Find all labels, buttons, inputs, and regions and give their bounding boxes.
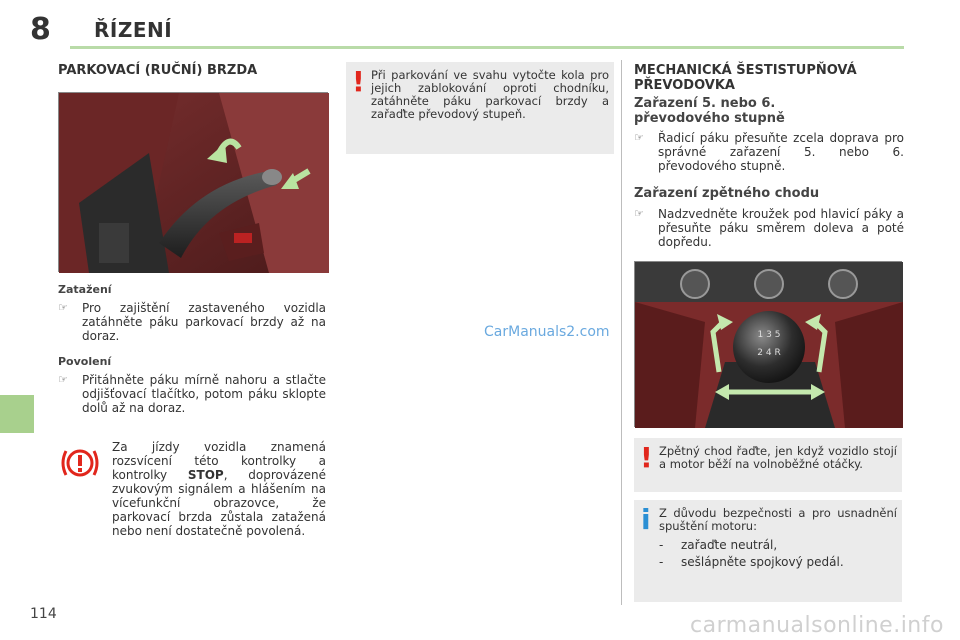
parking-brake-illustration xyxy=(59,93,329,273)
reverse-note-text: Zpětný chod řaďte, jen když vozidlo stojí a motor běží na volnoběžné otáčky. xyxy=(659,444,897,471)
warning-text-top xyxy=(112,440,326,538)
engine-start-item-text: sešlápněte spojkový pedál. xyxy=(681,555,844,569)
pointer-icon: ☞ xyxy=(634,207,644,220)
footer-watermark: carmanualsonline.info xyxy=(690,613,944,638)
reverse-instruction xyxy=(634,207,904,249)
release-text: Přitáhněte páku mírně nahoru a stlačte odjišťovací tlačítko, potom páku sklopte dolů až na doraz. xyxy=(82,373,326,415)
pointer-icon: ☞ xyxy=(634,131,644,144)
gear-lever-illustration xyxy=(635,262,903,428)
chapter-title: ŘÍZENÍ xyxy=(94,18,173,42)
stop-label: STOP xyxy=(187,468,224,482)
engine-start-item-text: zařaďte neutrál, xyxy=(681,538,778,552)
chapter-number: 8 xyxy=(30,12,51,47)
engine-start-item xyxy=(659,538,897,552)
warning-text-part1: Za jízdy vozidla znamená rozsvícení této kontrolky a kontrolky xyxy=(112,440,326,482)
warning-text-part2: , doprovázené zvukovým signálem a hlášením na vícefunkční obrazovce, že parkovací brzda zůstala zatažená nebo není dostatečně povolená. xyxy=(112,468,326,538)
gear56-heading: Zařazení 5. nebo 6. převodového stupně xyxy=(634,96,785,126)
dash-bullet: - xyxy=(659,555,664,569)
reverse-text: Nadzvedněte kroužek pod hlavicí páky a přesuňte páku směrem doleva a poté dopředu. xyxy=(658,207,904,249)
info-icon: i xyxy=(641,503,651,536)
gear-pattern-top: 1 3 5 xyxy=(757,330,781,340)
release-heading: Povolení xyxy=(58,355,112,368)
column-divider xyxy=(621,60,622,605)
pointer-icon: ☞ xyxy=(58,373,68,386)
brake-warning-icon xyxy=(58,445,102,481)
gear-pattern-bottom: 2 4 R xyxy=(757,348,781,358)
watermark: CarManuals2.com xyxy=(484,324,610,340)
pointer-icon: ☞ xyxy=(58,301,68,314)
apply-text: Pro zajištění zastaveného vozidla zatáhněte páku parkovací brzdy až na doraz. xyxy=(82,301,326,343)
warning-exclamation-icon: ! xyxy=(640,441,653,474)
gearbox-title: MECHANICKÁ ŠESTISTUPŇOVÁ PŘEVODOVKA xyxy=(634,63,857,93)
header-rule xyxy=(70,46,904,49)
gear56-text: Řadicí páku přesuňte zcela doprava pro správné zařazení 5. nebo 6. převodového stupně. xyxy=(658,131,904,173)
apply-heading: Zatažení xyxy=(58,283,112,296)
warning-exclamation-icon: ! xyxy=(352,65,365,98)
gear-lever-photo xyxy=(634,261,902,427)
apply-instruction xyxy=(58,301,326,343)
parking-brake-title: PARKOVACÍ (RUČNÍ) BRZDA xyxy=(58,63,258,78)
reverse-heading: Zařazení zpětného chodu xyxy=(634,186,820,201)
gear56-instruction xyxy=(634,131,904,173)
dash-bullet: - xyxy=(659,538,664,552)
engine-start-item xyxy=(659,555,897,569)
page-number: 114 xyxy=(30,606,57,622)
release-instruction xyxy=(58,373,326,415)
chapter-side-tab xyxy=(0,395,34,433)
slope-parking-note-text: Při parkování ve svahu vytočte kola pro jejich zablokování oproti chodníku, zatáhněte páku parkovací brzdy a zařaďte převodový stupeň. xyxy=(371,68,609,121)
engine-start-intro: Z důvodu bezpečnosti a pro usnadnění spuštění motoru: xyxy=(659,506,897,533)
parking-brake-photo xyxy=(58,92,328,272)
